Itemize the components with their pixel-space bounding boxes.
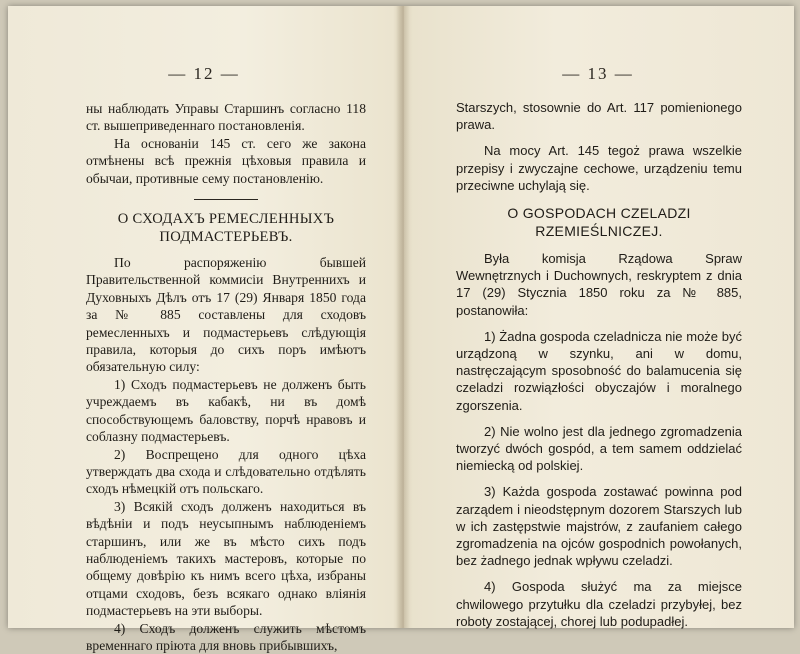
left-paragraph-2: На основаніи 145 ст. сего же закона отмѣнены всѣ прежнія цѣховыя правила и обычаи, противные сему постановленію. [86, 135, 366, 186]
page-number-13: — 13 — [562, 64, 634, 83]
left-body-intro: По распоряженію бывшей Правительственной коммисіи Внутреннихъ и Духовныхъ Дѣлъ отъ 17 (29) Января 1850 года за № 885 составлены для сходовъ ремесленныхъ и подмастерьевъ слѣдующія правила, которыя до сихъ поръ имѣютъ обязательную силу: [86, 255, 366, 375]
right-rule-3: 3) Każda gospoda zostawać powinna pod zarządem i nieodstępnym dozorem Starszych lub w ich zastępstwie majstrów, z zaufaniem całego zgromadzenia na ojców gospodnich powołanych, bez żadnego jednak wpływu czeladzi. [456, 484, 742, 569]
left-rule-3: 3) Всякій сходъ долженъ находиться въ вѣдѣніи и подъ неусыпнымъ наблюденіемъ старшинъ, или же въ мѣсто сихъ подъ наблюденіемъ такихъ мастеровъ, которые по общему довѣрію къ нимъ всего цѣха, избраны отцами сходовъ, безъ всякаго однако вліянія подмастерьевъ на эти выборы. [86, 498, 366, 619]
left-rule-1: 1) Сходъ подмастерьевъ не долженъ быть учреждаемъ въ кабакѣ, ни въ домѣ способствующемъ баловству, порчѣ нравовъ и соблазну подмастерьевъ. [86, 376, 366, 445]
right-paragraph-2: Na mocy Art. 145 tegoż prawa wszelkie przepisy i zwyczajne cechowe, urządzeniu temu przeciwne uchylają się. [456, 143, 742, 193]
left-rule-2: 2) Воспрещено для одного цѣха утверждать два схода и слѣдовательно отдѣлять сходъ нѣмецкій отъ польскаго. [86, 446, 366, 497]
right-rule-1: 1) Żadna gospoda czeladnicza nie może być urządzoną w szynku, ani w domu, nastręczającym sposobność do balamucenia się czeladzi rozwiązłości obyczajów i moralnego zgorszenia. [456, 328, 742, 413]
right-body-intro: Była komisja Rządowa Spraw Wewnętrznych i Duchownych, reskryptem z dnia 17 (29) Stycznia 1850 roku za № 885, postanowiła: [456, 251, 742, 318]
left-section-heading: О СХОДАХЪ РЕМЕСЛЕННЫХЪ ПОДМАСТЕРЬЕВЪ. [117, 211, 335, 246]
right-paragraph-1: Starszych, stosownie do Art. 117 pomienionego prawa. [456, 100, 742, 133]
right-section-heading: O GOSPODACH CZELADZI RZEMIEŚLNICZEJ. [507, 205, 691, 240]
left-page [8, 6, 400, 653]
right-rule-2: 2) Nie wolno jest dla jednego zgromadzenia tworzyć dwóch gospód, a tem samem oddzielać niemiecką od polskiej. [456, 423, 742, 474]
left-rule-4: 4) Сходъ долженъ служить мѣстомъ временнаго пріюта для вновь прибывшихъ, [86, 620, 366, 653]
section-divider [194, 199, 258, 200]
right-page-text [456, 99, 742, 630]
book-spread [8, 6, 794, 653]
right-page [402, 6, 794, 628]
right-rule-4: 4) Gospoda służyć ma za miejsce chwilowego przytułku dla czeladzi przybyłej, bez roboty zostającej, chorej lub podupadłej. [456, 579, 742, 629]
page-number-12: — 12 — [168, 64, 240, 83]
left-paragraph-1: ны наблюдать Управы Старшинъ согласно 118 ст. вышеприведеннаго постановленія. [86, 101, 366, 134]
left-page-text [86, 100, 366, 654]
